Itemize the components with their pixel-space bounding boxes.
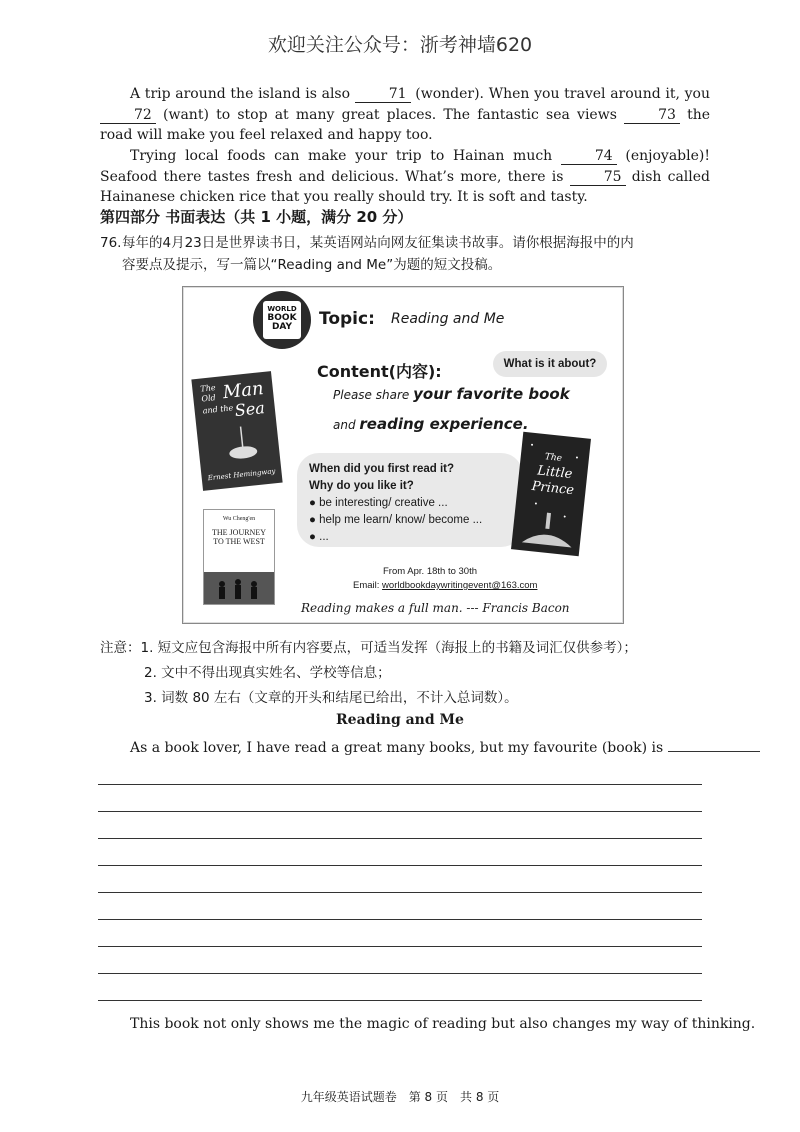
book-title: Sea: [233, 398, 266, 421]
book-title: Prince: [530, 478, 575, 499]
passage-paragraph-1: [100, 84, 710, 146]
note-text: 1. 短文应包含海报中所有内容要点，可适当发挥（海报上的书籍及词汇仅供参考）；: [140, 640, 637, 656]
task-line-2: 容要点及提示，写一篇以“Reading and Me”为题的短文投稿。: [122, 257, 502, 273]
section-title: 第四部分 书面表达（共 1 小题，满分 20 分）: [100, 208, 413, 226]
writing-line[interactable]: [98, 784, 702, 785]
book-cover-journey-to-the-west: [203, 509, 275, 605]
share-emphasis: reading experience.: [359, 415, 529, 433]
page-header: 欢迎关注公众号：浙考神墙620: [267, 34, 533, 56]
reading-poster: [182, 286, 624, 624]
writing-line[interactable]: [98, 865, 702, 866]
book-author: Ernest Hemingway: [207, 467, 276, 483]
bullet-item: ● be interesting/ creative ...: [309, 497, 448, 509]
book-title: The: [199, 383, 217, 394]
writing-line[interactable]: [98, 892, 702, 893]
passage-paragraph-2: [100, 146, 710, 208]
essay-opening: [130, 740, 760, 756]
writing-line[interactable]: [98, 838, 702, 839]
bullet-text: help me learn/ know/ become ...: [319, 514, 483, 526]
answer-blank[interactable]: [668, 751, 760, 752]
share-emphasis: your favorite book: [413, 385, 570, 403]
book-title: and the: [202, 403, 234, 416]
opening-text: As a book lover, I have read a great many books, but my favourite (book) is: [130, 740, 664, 756]
event-info: [353, 565, 537, 593]
writing-line[interactable]: [98, 919, 702, 920]
blank-71[interactable]: 71: [355, 86, 411, 103]
note-1: [100, 636, 637, 661]
book-title: Old: [200, 393, 217, 404]
task-number: 76.: [100, 235, 122, 251]
essay-ending: This book not only shows me the magic of reading but also changes my way of thinking.: [130, 1016, 756, 1032]
book-day-badge-icon: [253, 291, 311, 349]
book-title: THE JOURNEY: [212, 528, 266, 537]
passage-text: (wonder). When you travel around it, you: [415, 86, 710, 102]
writing-line[interactable]: [98, 973, 702, 974]
book-title: Man: [221, 378, 265, 404]
book-title: The: [544, 452, 563, 464]
topic-value: Reading and Me: [391, 311, 505, 327]
badge-text: DAY: [271, 322, 293, 332]
email-label: Email:: [353, 580, 380, 591]
travelers-icon: [204, 564, 274, 604]
essay-title: Reading and Me: [336, 712, 464, 728]
about-bubble: What is it about?: [493, 351, 607, 377]
passage-text: (want) to stop at many great places. The fantastic sea views: [163, 106, 617, 123]
book-cover-old-man-and-the-sea: [191, 371, 282, 491]
book-cover-little-prince: [511, 432, 591, 556]
event-date: From Apr. 18th to 30th: [383, 566, 477, 577]
share-text: and: [333, 418, 356, 432]
blank-74[interactable]: 74: [561, 148, 617, 165]
event-email-row: [353, 579, 537, 593]
writing-line[interactable]: [98, 811, 702, 812]
task-instruction: [100, 232, 710, 276]
question-1: When did you first read it?: [309, 463, 455, 475]
writing-line[interactable]: [98, 1000, 702, 1001]
note-2: 2. 文中不得出现真实姓名、学校等信息；: [144, 665, 391, 681]
blank-72[interactable]: 72: [100, 107, 156, 124]
blank-75[interactable]: 75: [570, 169, 626, 186]
share-line-1: [333, 385, 570, 403]
content-label: Content(内容):: [317, 362, 442, 381]
passage-text: (enjoyable)! Seafood there tastes fresh and delicious. What’s more, there is: [100, 148, 710, 185]
email-link[interactable]: worldbookdaywritingevent@163.com: [382, 580, 538, 591]
share-text: Please share: [333, 388, 410, 402]
bullet-text: be interesting/ creative ...: [319, 497, 448, 509]
badge-label: [263, 301, 301, 339]
passage-text: Trying local foods can make your trip to Hainan much: [130, 148, 553, 164]
notes-block: [100, 636, 637, 711]
bullet-item: ● ...: [309, 531, 329, 543]
book-title: TO THE WEST: [213, 537, 265, 546]
bullet-item: ● help me learn/ know/ become ...: [309, 514, 483, 526]
share-line-2: [333, 415, 529, 433]
writing-line[interactable]: [98, 946, 702, 947]
topic-label: Topic:: [319, 309, 375, 329]
passage-text: the road will make you feel relaxed and happy too.: [100, 106, 711, 143]
passage-text: A trip around the island is also: [130, 86, 351, 102]
page-footer: 九年级英语试题卷 第 8 页 共 8 页: [300, 1090, 500, 1104]
question-2: Why do you like it?: [309, 480, 414, 492]
notes-label: 注意：: [100, 640, 141, 656]
note-3: 3. 词数 80 左右（文章的开头和结尾已给出，不计入总词数）。: [144, 690, 518, 706]
bullet-text: ...: [319, 531, 329, 543]
book-title: Little: [536, 463, 574, 483]
badge-text: WORLD: [267, 305, 297, 313]
questions-bubble: [297, 453, 523, 547]
badge-text: BOOK: [267, 313, 297, 323]
book-author: Wu Cheng'en: [222, 516, 256, 522]
blank-73[interactable]: 73: [624, 107, 680, 124]
poster-quote: Reading makes a full man. --- Francis Bacon: [301, 601, 570, 615]
task-line-1: 每年的4月23日是世界读书日，某英语网站向网友征集读书故事。请你根据海报中的内: [122, 235, 634, 251]
passage-text: dish called Hainanese chicken rice that you really should try. It is soft and tasty.: [100, 168, 711, 205]
